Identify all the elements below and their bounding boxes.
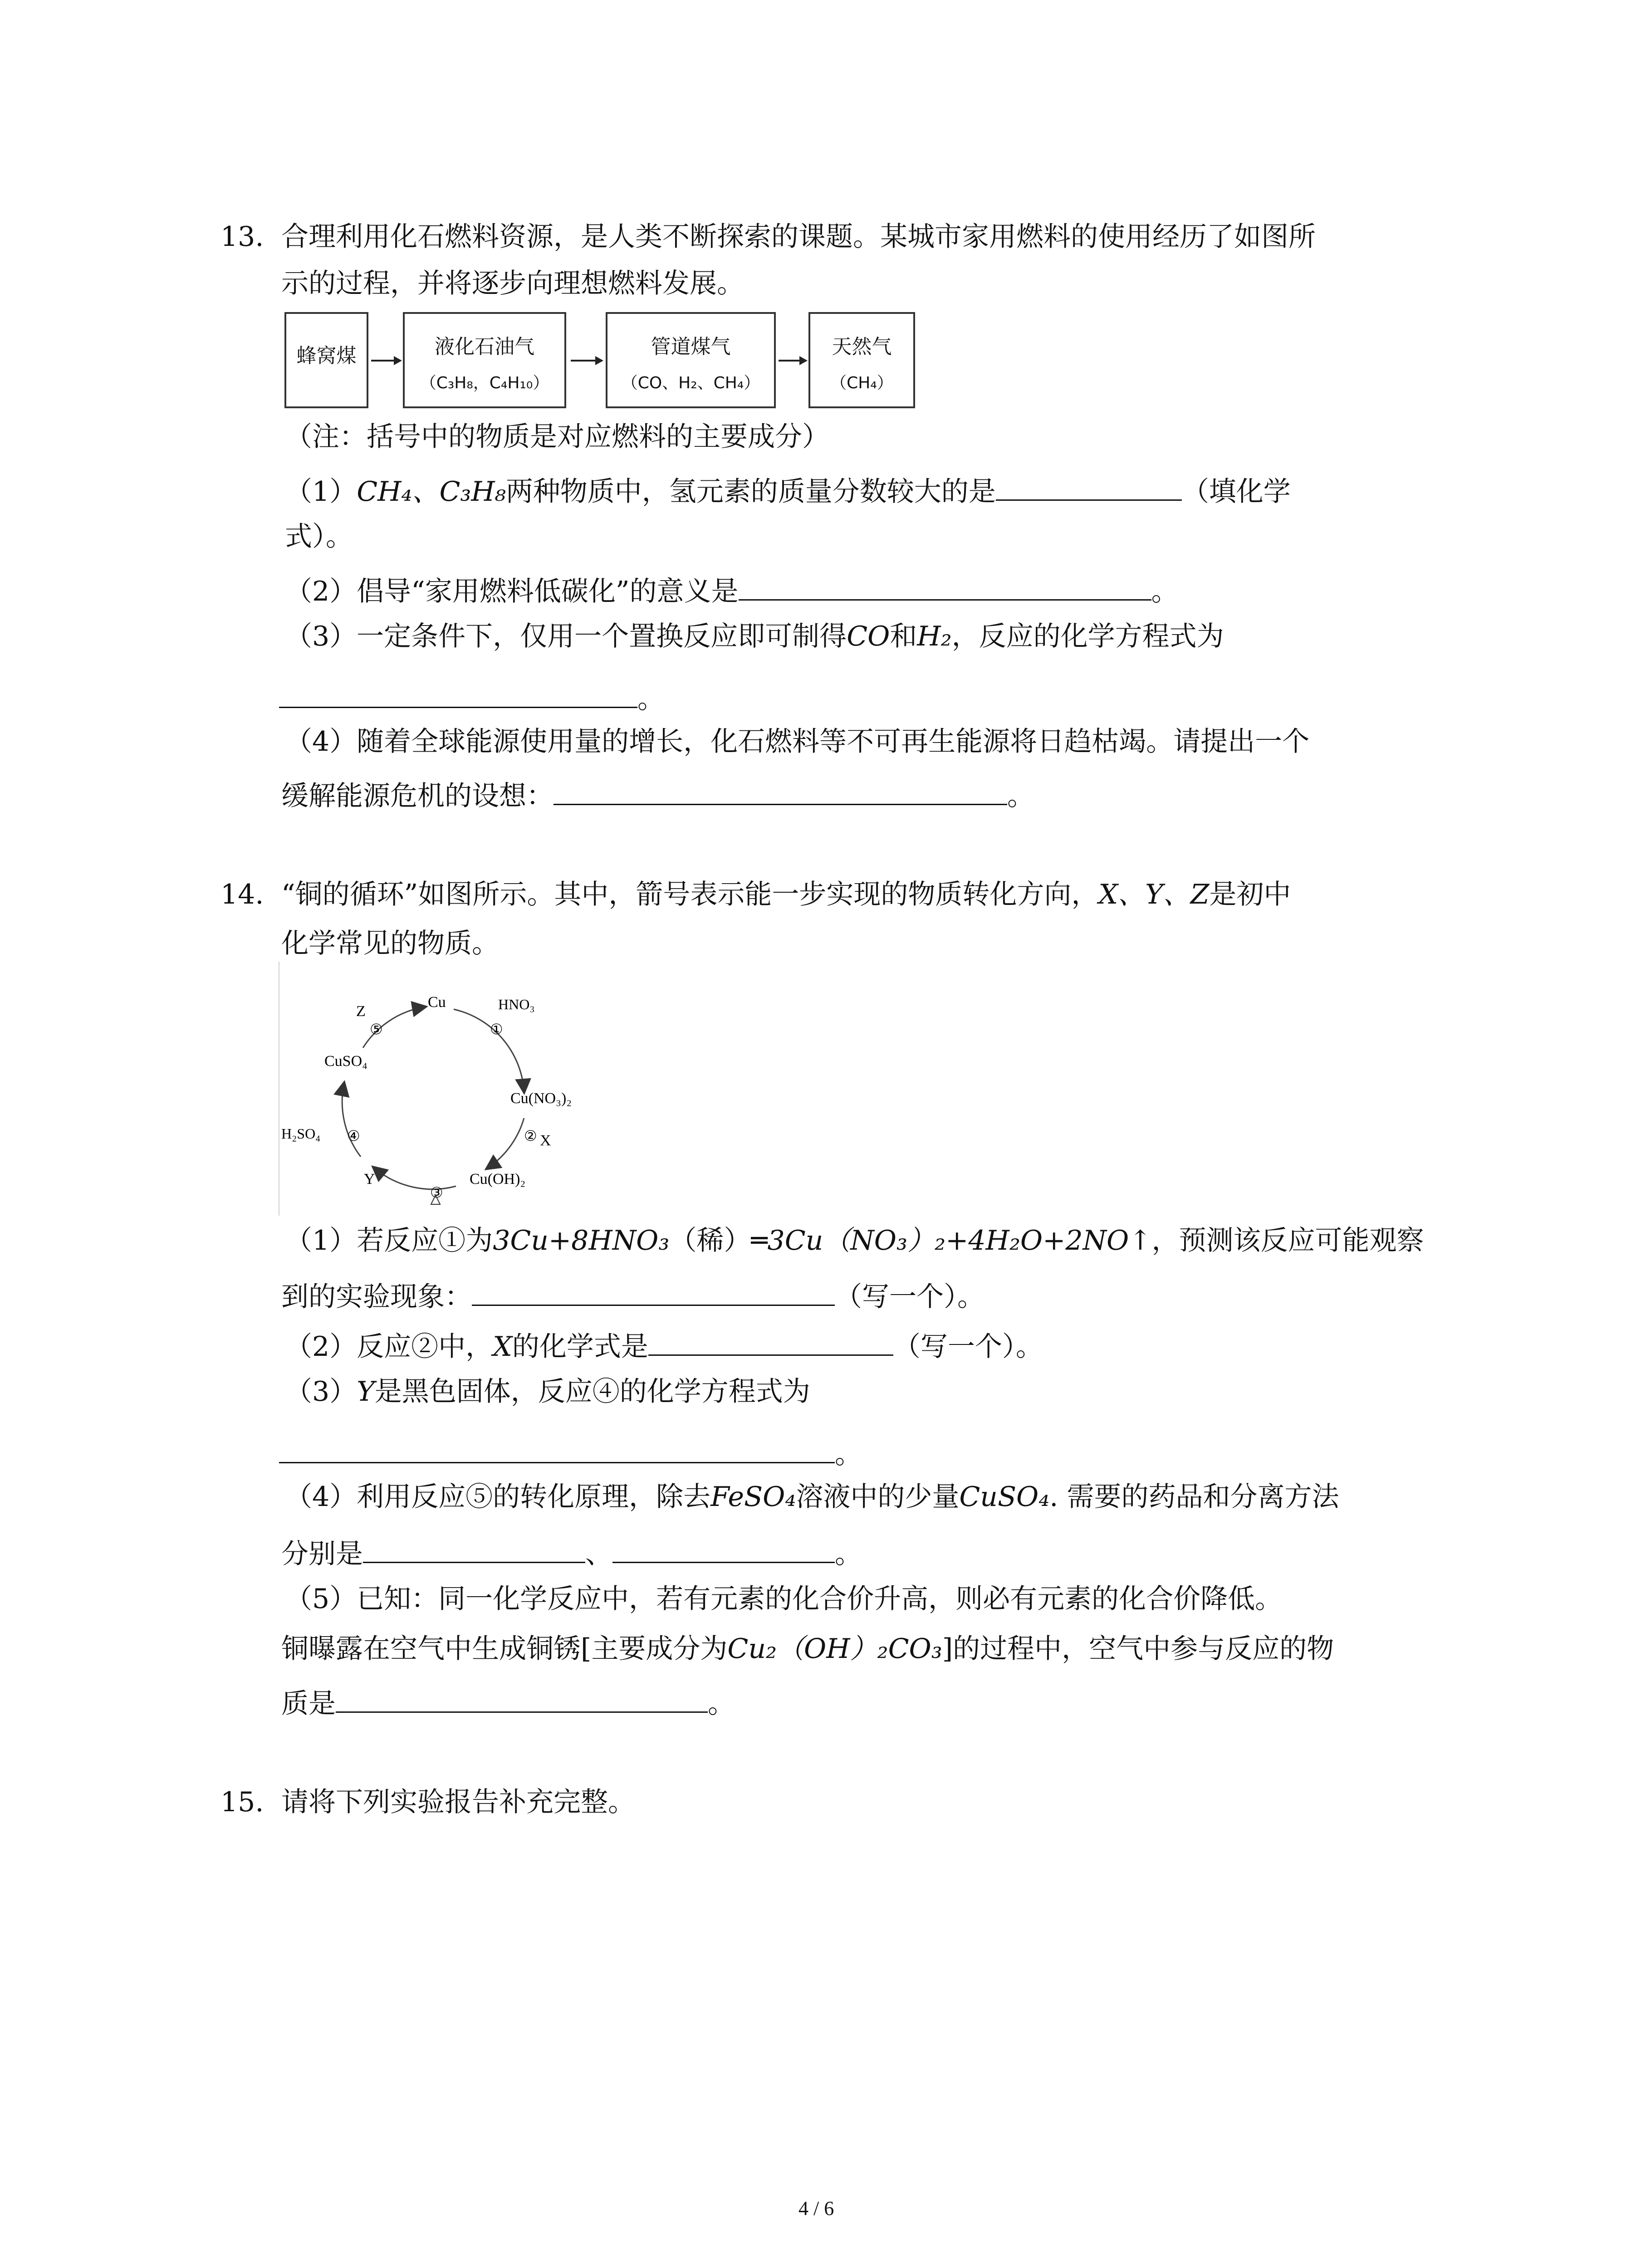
q13-note: （注：括号中的物质是对应燃料的主要成分）: [285, 421, 829, 453]
answer-blank[interactable]: [472, 1278, 835, 1306]
q13-intro-line1: 合理利用化石燃料资源，是人类不断探索的课题。某城市家用燃料的使用经历了如图所: [281, 221, 1316, 253]
flow-box-label: 液化石油气: [435, 335, 534, 358]
flow-box-lpg: [403, 312, 566, 408]
answer-blank[interactable]: [554, 777, 1007, 805]
q13-p2-question: （2）倡导“家用燃料低碳化”的意义是: [285, 576, 739, 607]
answer-blank[interactable]: [336, 1685, 708, 1713]
q14-part4: [285, 1481, 1339, 1513]
q13-p1-line2: 式）。: [285, 521, 353, 552]
q14-p2-b: 的化学式是: [512, 1331, 648, 1363]
q13-part3: [285, 623, 1224, 650]
q14-p1-eq1: 3Cu+8HNO₃: [493, 1225, 670, 1256]
q14-p4-sep: 、: [585, 1538, 612, 1570]
q13-p4-line1: （4）随着全球能源使用量的增长，化石燃料等不可再生能源将日趋枯竭。请提出一个: [285, 726, 1310, 758]
formula-oh: （OH）: [777, 1633, 877, 1665]
q15-text: 请将下列实验报告补充完整。: [281, 1786, 635, 1818]
flow-box-composition: （C₃H₈，C₄H₁₀）: [420, 374, 549, 392]
q14-p4-b: 溶液中的少量: [796, 1481, 960, 1513]
flow-box-composition: （CH₄）: [830, 374, 893, 392]
formula-co3: ₂CO₃: [877, 1633, 942, 1665]
q14-p1-eq2: ═3Cu: [751, 1225, 823, 1256]
q13-p3-text-b: ，反应的化学方程式为: [951, 621, 1224, 652]
q15-number: 15.: [220, 1786, 264, 1818]
page-number: 4 / 6: [798, 2197, 834, 2219]
q13-p4-end: 。: [1007, 780, 1034, 812]
q14-p2-hint: （写一个）。: [893, 1331, 1043, 1363]
flow-arrow-icon: [568, 354, 604, 367]
flow-box-pipeline-gas: [606, 312, 776, 408]
q14-p4-line2: [281, 1535, 862, 1568]
cycle-step1: ①: [490, 1021, 503, 1037]
q14-p1-prompt: 到的实验现象：: [281, 1281, 472, 1313]
q14-p5-prompt: 质是: [281, 1688, 336, 1720]
flow-arrow-icon: [368, 354, 403, 367]
cycle-x: X: [540, 1132, 551, 1149]
q14-p1-a: （1）若反应①为: [285, 1225, 493, 1256]
cycle-arc-1: [454, 1009, 524, 1091]
q14-part3: [285, 1376, 810, 1408]
cycle-cuno3: Cu(NO₃)₂: [510, 1090, 572, 1107]
part-prefix: （1）: [285, 476, 357, 508]
cycle-arc-4: [342, 1084, 361, 1157]
q14-p5-line1: （5）已知：同一化学反应中，若有元素的化合价升高，则必有元素的化合价降低。: [285, 1583, 1283, 1615]
flow-box-label: 管道煤气: [651, 335, 731, 358]
q14-p4-end: 。: [835, 1538, 862, 1570]
formula-feso4: FeSO₄: [710, 1481, 796, 1513]
formula-co: CO: [847, 621, 890, 652]
q14-p2-x: X: [493, 1331, 512, 1363]
flow-box-honeycomb-coal: [284, 312, 368, 408]
q13-p1-question: 两种物质中，氢元素的质量分数较大的是: [505, 476, 996, 508]
cycle-h2so4: H₂SO₄: [281, 1125, 321, 1142]
q13-p1-suffix: （填化学: [1181, 476, 1291, 508]
q14-p1-eq3: ₂+4H₂O+2NO↑: [935, 1225, 1152, 1256]
q13-p3-end: 。: [637, 683, 665, 715]
cycle-y: Y: [364, 1171, 375, 1188]
q14-p3-y: Y: [357, 1376, 375, 1408]
q14-intro-b: 是初中: [1209, 879, 1291, 910]
q14-p1-hint: （写一个）。: [835, 1281, 985, 1313]
q14-p2-a: （2）反应②中，: [285, 1331, 493, 1363]
flow-box-natural-gas: [808, 312, 915, 408]
q13-part2: [285, 573, 1179, 605]
answer-blank-method[interactable]: [612, 1535, 835, 1563]
q14-p1-paren: （NO₃）: [823, 1225, 935, 1256]
q13-p3-and: 和: [890, 621, 917, 652]
q13-p3-answer: [279, 680, 665, 713]
answer-blank[interactable]: [279, 1436, 835, 1463]
flow-box-label: 蜂窝煤: [296, 344, 357, 367]
q14-intro-line1: [281, 881, 1291, 908]
q14-intro-line2: 化学常见的物质。: [281, 928, 499, 959]
q14-p5-end: 。: [708, 1688, 735, 1720]
q14-part1: [285, 1227, 1424, 1254]
q14-p3-answer: [279, 1436, 862, 1468]
copper-cycle-diagram: [277, 962, 622, 1216]
cycle-arc-2: [488, 1118, 524, 1168]
cycle-step3: ③: [430, 1184, 443, 1201]
q14-p5-a: 铜曝露在空气中生成铜锈[主要成分为: [281, 1633, 728, 1665]
q14-p4-c: . 需要的药品和分离方法: [1049, 1481, 1339, 1513]
formula-h2: H₂: [917, 621, 952, 652]
answer-blank-reagent[interactable]: [363, 1535, 585, 1563]
formula-cu2: Cu₂: [727, 1633, 777, 1665]
q13-intro-line2: 示的过程，并将逐步向理想燃料发展。: [281, 268, 744, 299]
q14-part2: [285, 1328, 1043, 1363]
cycle-arc-3: [374, 1168, 456, 1189]
flow-arrow-icon: [777, 354, 808, 367]
q13-number: 13.: [220, 221, 264, 253]
q14-p5-line2: [281, 1633, 1334, 1665]
cycle-cuso4: CuSO₄: [324, 1053, 367, 1070]
q14-p3-end: 。: [835, 1438, 862, 1470]
q14-number: 14.: [220, 879, 264, 910]
q14-p1-line2: [281, 1278, 985, 1313]
q14-p1-b: ，预测该反应可能观察: [1151, 1225, 1424, 1256]
q14-p3-a: （3）: [285, 1376, 357, 1408]
answer-blank[interactable]: [739, 573, 1151, 601]
cycle-step4: ④: [347, 1128, 360, 1144]
q14-p4-prompt: 分别是: [281, 1538, 363, 1570]
q14-p5-line3: [281, 1685, 735, 1720]
formula-cuso4: CuSO₄: [959, 1481, 1050, 1513]
q14-p3-b: 是黑色固体，反应④的化学方程式为: [374, 1376, 810, 1408]
cycle-cu: Cu: [428, 994, 446, 1011]
q14-intro-xyz: X、Y、Z: [1098, 879, 1210, 910]
q13-p4-prompt: 缓解能源危机的设想：: [281, 780, 554, 812]
answer-blank[interactable]: [996, 473, 1182, 501]
cycle-step5: ⑤: [370, 1021, 383, 1037]
q13-p3-text-a: （3）一定条件下，仅用一个置换反应即可制得: [285, 621, 847, 652]
flow-box-label: 天然气: [832, 335, 892, 358]
q13-p2-end: 。: [1151, 576, 1179, 607]
answer-blank[interactable]: [279, 680, 637, 708]
cycle-z: Z: [356, 1003, 366, 1020]
q14-p4-a: （4）利用反应⑤的转化原理，除去: [285, 1481, 711, 1513]
flow-box-composition: （CO、H₂、CH₄）: [621, 374, 760, 392]
q13-part1: [285, 473, 1291, 508]
q13-p1-formulas: CH₄、C₃H₈: [357, 476, 506, 508]
q13-p4-line2: [281, 777, 1034, 810]
q14-p1-dilute: （稀）: [669, 1225, 751, 1256]
q14-intro-a: “铜的循环”如图所示。其中，箭号表示能一步实现的物质转化方向，: [281, 879, 1099, 910]
q14-p5-b: ]的过程中，空气中参与反应的物: [942, 1633, 1334, 1665]
cycle-hno3: HNO₃: [498, 996, 535, 1012]
answer-blank[interactable]: [648, 1328, 893, 1356]
cycle-step2: ②: [524, 1128, 537, 1144]
cycle-cuoh2: Cu(OH)₂: [470, 1171, 526, 1188]
